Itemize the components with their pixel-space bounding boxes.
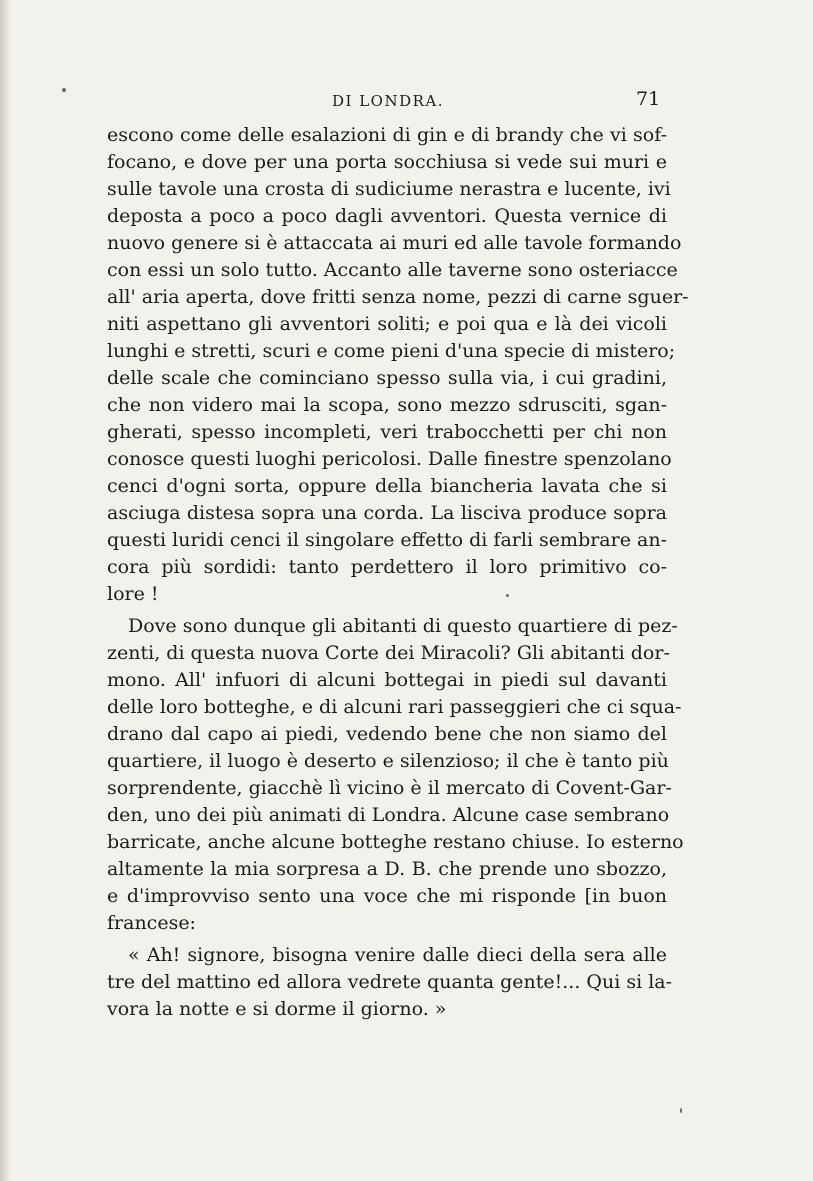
paragraph — [107, 122, 689, 608]
text-line: cenci d'ogni sorta, oppure della biancheria lavata che si — [107, 475, 667, 497]
body-text — [107, 122, 689, 1023]
text-line: drano dal capo ai piedi, vedendo bene che non siamo del — [107, 723, 667, 745]
text-line: sorprendente, giacchè lì vicino è il mercato di Covent-Gar- — [107, 777, 672, 799]
text-line: niti aspettano gli avventori soliti; e poi qua e là dei vicoli — [107, 313, 667, 335]
text-line: deposta a poco a poco dagli avventori. Questa vernice di — [107, 205, 667, 227]
scan-speck — [680, 1108, 682, 1113]
text-line: focano, e dove per una porta socchiusa si vede sui muri e — [107, 151, 667, 173]
text-line: Dove sono dunque gli abitanti di questo quartiere di pez- — [128, 615, 678, 637]
text-line: con essi un solo tutto. Accanto alle taverne sono osteriacce — [107, 259, 678, 281]
text-line: escono come delle esalazioni di gin e di brandy che vi sof- — [107, 124, 667, 146]
paragraph — [107, 942, 673, 1023]
text-line: mono. All' infuori di alcuni bottegai in piedi sul davanti — [107, 669, 667, 691]
text-line: delle scale che cominciano spesso sulla via, i cui gradini, — [107, 367, 667, 389]
text-line: « Ah! signore, bisogna venire dalle dieci della sera alle — [128, 944, 667, 966]
text-line: altamente la mia sorpresa a D. B. che prende uno sbozzo, — [107, 858, 667, 880]
text-line: zenti, di questa nuova Corte dei Miracoli? Gli abitanti dor- — [107, 642, 670, 664]
text-line: conosce questi luoghi pericolosi. Dalle finestre spenzolano — [107, 448, 672, 470]
text-line: nuovo genere si è attaccata ai muri ed alle tavole formando — [107, 232, 682, 254]
page-edge — [0, 0, 10, 1181]
page-header — [0, 88, 813, 118]
text-line: asciuga distesa sopra una corda. La lisciva produce sopra — [107, 502, 667, 524]
text-line: francese: — [107, 912, 196, 934]
text-line: barricate, anche alcune botteghe restano chiuse. Io esterno — [107, 831, 684, 853]
text-line: den, uno dei più animati di Londra. Alcune case sembrano — [107, 804, 670, 826]
text-line: delle loro botteghe, e di alcuni rari passeggieri che ci squa- — [107, 696, 682, 718]
scan-speck — [506, 594, 509, 597]
scan-speck — [62, 88, 66, 92]
paragraph — [107, 613, 684, 937]
text-line: e d'improvviso sento una voce che mi risponde [in buon — [107, 885, 667, 907]
text-line: tre del mattino ed allora vedrete quanta gente!... Qui si la- — [107, 971, 673, 993]
text-line: lore ! — [107, 583, 159, 605]
text-line: sulle tavole una crosta di sudiciume nerastra e lucente, ivi — [107, 178, 671, 200]
text-line: quartiere, il luogo è deserto e silenzioso; il che è tanto più — [107, 750, 669, 772]
text-line: cora più sordidi: tanto perdettero il loro primitivo co- — [107, 556, 667, 578]
text-line: lunghi e stretti, scuri e come pieni d'una specie di mistero; — [107, 340, 676, 362]
text-line: gherati, spesso incompleti, veri trabocchetti per chi non — [107, 421, 667, 443]
text-line: vora la notte e si dorme il giorno. » — [107, 998, 447, 1020]
running-title: DI LONDRA. — [332, 92, 445, 110]
text-line: questi luridi cenci il singolare effetto di farli sembrare an- — [107, 529, 667, 551]
page-number: 71 — [636, 88, 661, 110]
text-line: che non videro mai la scopa, sono mezzo sdrusciti, sgan- — [107, 394, 667, 416]
text-line: all' aria aperta, dove fritti senza nome, pezzi di carne sguer- — [107, 286, 689, 308]
